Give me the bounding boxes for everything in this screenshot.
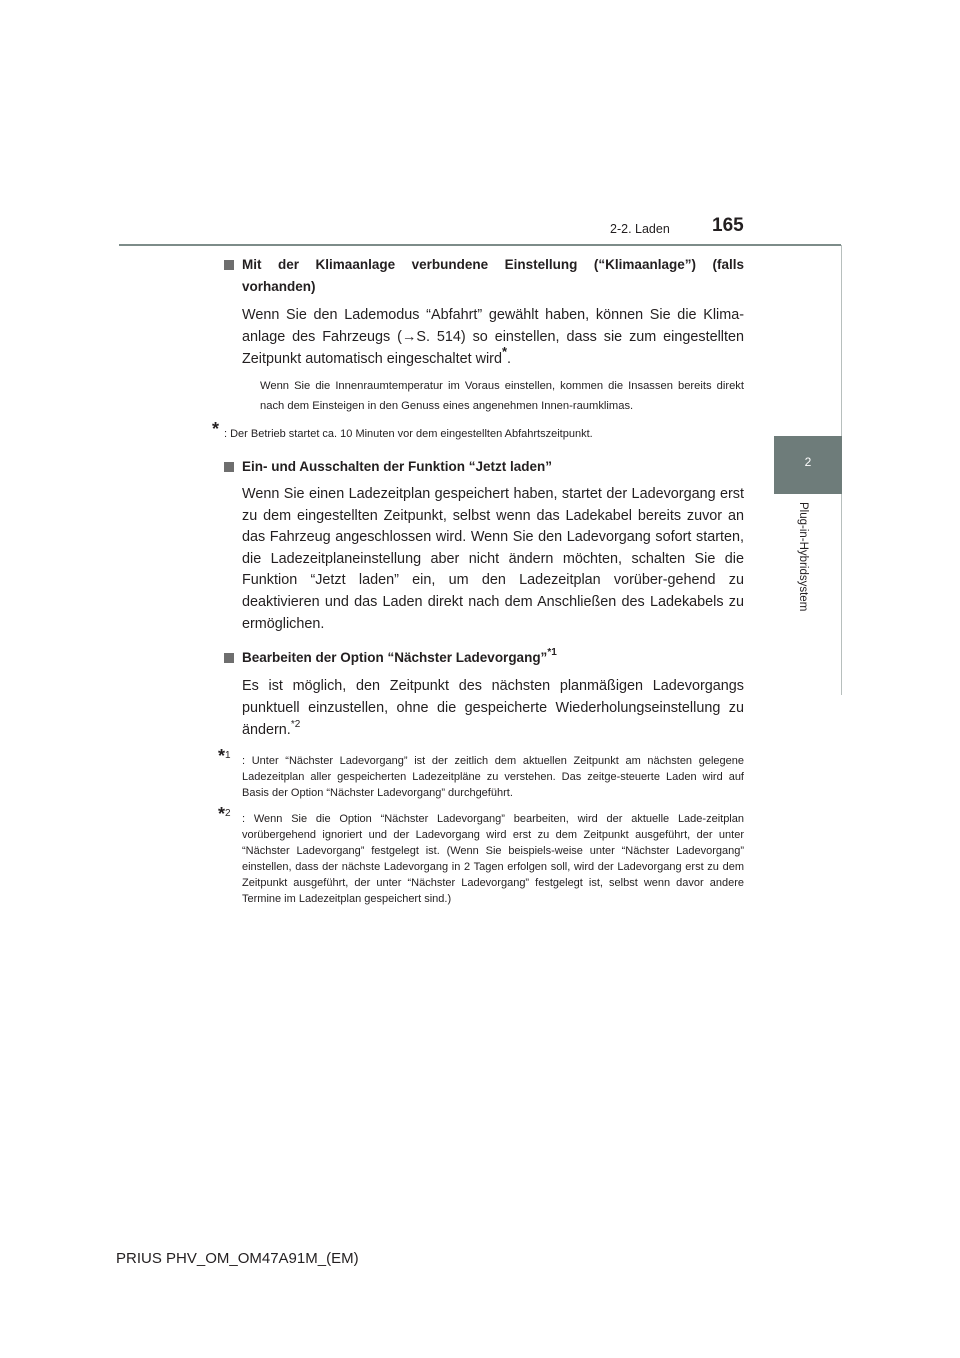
heading-text: Bearbeiten der Option “Nächster Ladevorgang” — [242, 650, 548, 666]
page-content — [212, 254, 744, 907]
note-paragraph: Wenn Sie die Innenraumtemperatur im Voraus einstellen, kommen die Insassen bereits direkt nach dem Einsteigen in den Genuss eines angenehmen Innen-raumklimas. — [260, 380, 744, 412]
body-end: . — [507, 351, 512, 367]
body-paragraph: Wenn Sie einen Ladezeitplan gespeichert haben, startet der Ladevorgang erst zu dem eingestellten Zeitpunkt, selbst wenn das Ladekabel bereits zuvor an das Fahrzeug angeschlossen wird. Wenn Sie den Ladevorgang sofort starten, die Ladezeitplaneinstellung aber nicht ändern möchten, schalten Sie die Funktion “Jetzt laden” ein, um den Ladezeitplan vorüber-gehend zu deaktivieren und das Laden direkt nach dem Anschließen des Ladekabels zu ermöglichen. — [242, 486, 744, 632]
footnote-text: : Wenn Sie die Option “Nächster Ladevorgang” bearbeiten, wird der aktuelle Lade-zeitplan vorübergehend ignoriert und der Ladevorgang wird erst zu dem Zeitpunkt ausgeführt, der unter “Nächster Ladevorgang” festgelegt ist. (Wenn Sie beispiels-weise unter “Nächster Ladevorgang” einstellen, dass der nächste Ladevorgang in 2 Tagen erfolgen soll, wird der Ladevorgang erst zu dem Zeitpunkt ausgeführt, der unter “Nächster Ladevorgang” festgelegt ist, selbst wenn davor andere Termine im Ladezeitplan gespeichert sind.) — [242, 813, 744, 906]
footnote-text: : Unter “Nächster Ladevorgang” ist der zeitlich dem aktuellen Zeitpunkt am nächsten gelegene Ladezeitplan aller gespeicherten Ladezeitpläne zu verstehen. Das zeitge-steuerte Laden wird auf Basis der Option “Nächster Ladevorgang” durchgeführt. — [242, 755, 744, 800]
footnote — [212, 419, 744, 442]
chapter-title: Plug-in-Hybridsystem — [797, 502, 809, 612]
header-rule — [119, 244, 841, 246]
footnote — [218, 804, 744, 907]
section-heading — [224, 254, 744, 298]
heading-text: Mit der Klimaanlage verbundene Einstellung (“Klimaanlage”) (falls vorhanden) — [242, 257, 744, 294]
body-paragraph — [224, 304, 744, 370]
chapter-number: 2 — [804, 455, 812, 469]
heading-text: Ein- und Ausschalten der Funktion “Jetzt laden” — [242, 459, 553, 474]
document-code: PRIUS PHV_OM_OM47A91M_(EM) — [116, 1250, 359, 1267]
footnote-ref: * — [501, 344, 508, 359]
footnote-mark: * — [212, 419, 220, 439]
footnote-mark: *$^1$ — [218, 746, 231, 767]
section-heading — [224, 456, 744, 478]
square-bullet-icon — [224, 260, 234, 270]
section-heading — [224, 647, 744, 669]
footnote-text: : Der Betrieb startet ca. 10 Minuten vor dem eingestellten Abfahrtszeitpunkt. — [224, 428, 593, 440]
footnote-ref: *1 — [547, 647, 557, 659]
footnote — [218, 746, 744, 801]
square-bullet-icon — [224, 653, 234, 663]
chapter-tab[interactable] — [774, 436, 842, 494]
body-text: Wenn Sie den Lademodus “Abfahrt” gewählt haben, können Sie die Klima-anlage des Fahrzeugs (→S. 514) so einstellen, dass sie zum eingestellten Zeitpunkt automatisch eingeschaltet wird — [242, 307, 744, 367]
running-header-section: 2-2. Laden — [610, 222, 670, 236]
square-bullet-icon — [224, 462, 234, 472]
footnote-mark: *$^2$ — [218, 804, 231, 825]
page-number: 165 — [712, 215, 744, 236]
footnote-ref: *2 — [290, 719, 301, 731]
body-text: Es ist möglich, den Zeitpunkt des nächsten planmäßigen Ladevorgangs punktuell einzustellen, ohne die gespeicherte Wiederholungseinstellung zu ändern. — [242, 678, 744, 739]
body-paragraph — [224, 675, 744, 741]
